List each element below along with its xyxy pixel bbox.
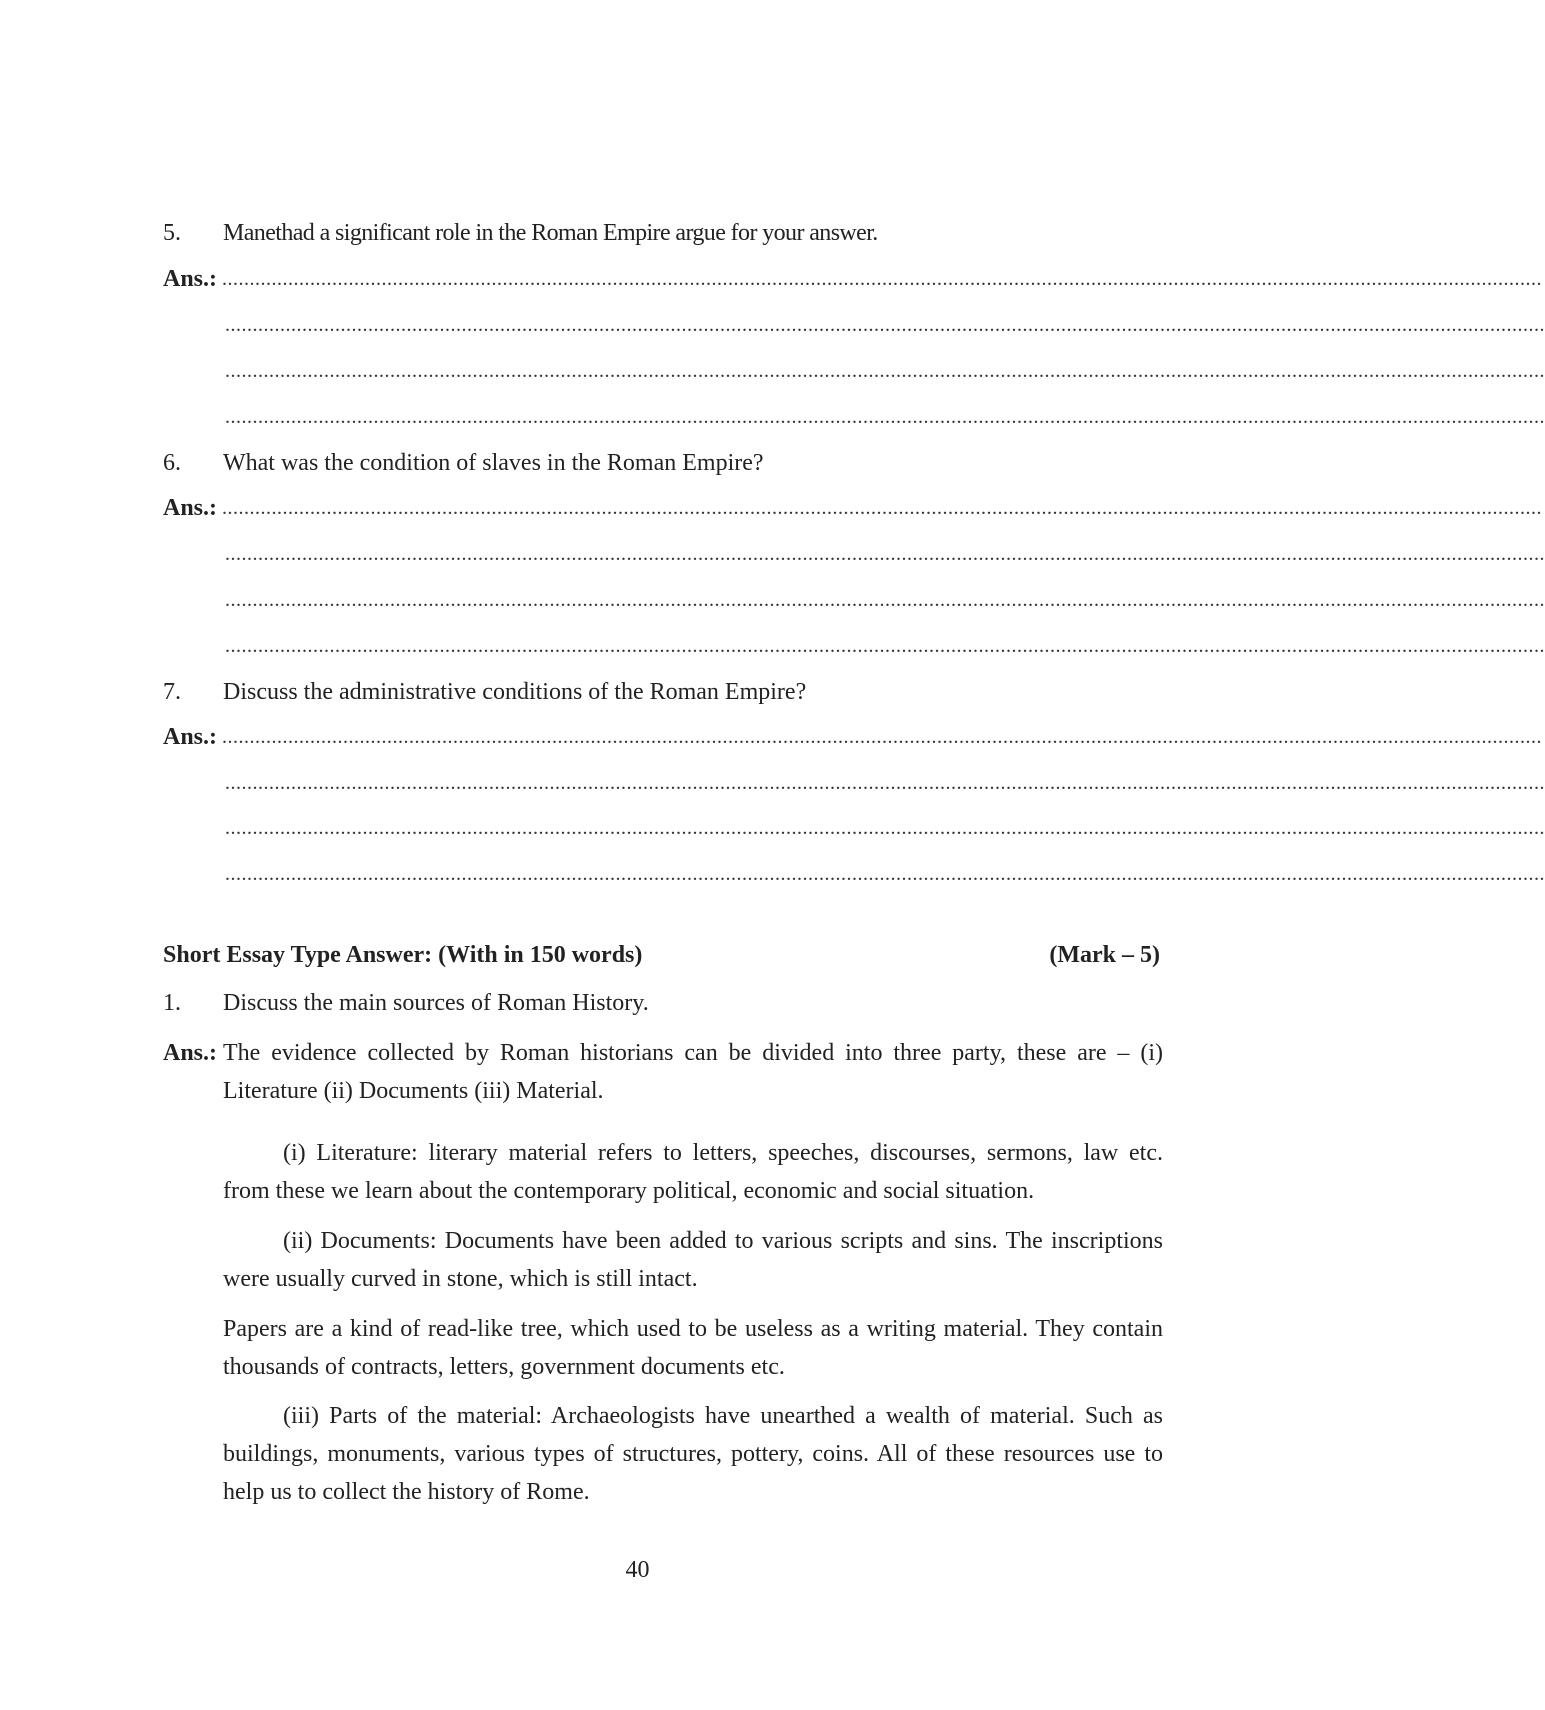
answer-line: ................................................................................................................................................................................................................................................	[222, 497, 1542, 519]
answer-line: ................................................................................................................................................................................................................................................	[225, 772, 1545, 794]
answer-label: Ans.:	[163, 266, 218, 292]
answer-line: ................................................................................................................................................................................................................................................	[225, 360, 1545, 382]
question-number: 7.	[163, 679, 181, 705]
answer-line: ................................................................................................................................................................................................................................................	[225, 863, 1545, 885]
answer-line: ................................................................................................................................................................................................................................................	[225, 589, 1545, 611]
answer-line: ................................................................................................................................................................................................................................................	[225, 817, 1545, 839]
answer-label: Ans.:	[163, 1040, 218, 1066]
question-number: 6.	[163, 450, 181, 476]
page-number: 40	[625, 1557, 650, 1583]
question-number: 1.	[163, 990, 181, 1016]
answer-paragraph: (ii) Documents: Documents have been added to various scripts and sins. The inscriptions were usually curved in stone, which is still intact.	[223, 1228, 1163, 1292]
question-text: Manethad a significant role in the Roman Empire argue for your answer.	[223, 220, 878, 246]
answer-paragraph: The evidence collected by Roman historians can be divided into three party, these are – (i) Literature (ii) Documents (iii) Material.	[223, 1040, 1163, 1104]
answer-paragraph: (iii) Parts of the material: Archaeologists have unearthed a wealth of material. Such as buildings, monuments, various types of structures, pottery, coins. All of these resources use to help us to collect the history of Rome.	[223, 1403, 1163, 1505]
answer-label: Ans.:	[163, 495, 218, 521]
answer-line: ................................................................................................................................................................................................................................................	[225, 543, 1545, 565]
answer-line: ................................................................................................................................................................................................................................................	[222, 726, 1542, 748]
question-text: Discuss the main sources of Roman History.	[223, 990, 649, 1016]
answer-line: ................................................................................................................................................................................................................................................	[222, 268, 1542, 290]
question-text: What was the condition of slaves in the Roman Empire?	[223, 450, 764, 476]
question-5	[163, 218, 1163, 248]
answer-label: Ans.:	[163, 724, 218, 750]
essay-question-1	[163, 988, 1163, 1018]
answer-paragraph: Papers are a kind of read-like tree, which used to be useless as a writing material. They contain thousands of contracts, letters, government documents etc.	[223, 1316, 1163, 1380]
question-7	[163, 677, 1163, 707]
answer-line: ................................................................................................................................................................................................................................................	[225, 314, 1545, 336]
question-6	[163, 448, 1163, 478]
section-heading: Short Essay Type Answer: (With in 150 words)	[163, 942, 643, 968]
answer-line: ................................................................................................................................................................................................................................................	[225, 406, 1545, 428]
answer-line: ................................................................................................................................................................................................................................................	[225, 635, 1545, 657]
question-number: 5.	[163, 220, 181, 246]
question-text: Discuss the administrative conditions of the Roman Empire?	[223, 679, 807, 705]
section-mark: (Mark – 5)	[1049, 942, 1160, 968]
answer-paragraph: (i) Literature: literary material refers to letters, speeches, discourses, sermons, law etc. from these we learn about the contemporary political, economic and social situation.	[223, 1140, 1163, 1204]
